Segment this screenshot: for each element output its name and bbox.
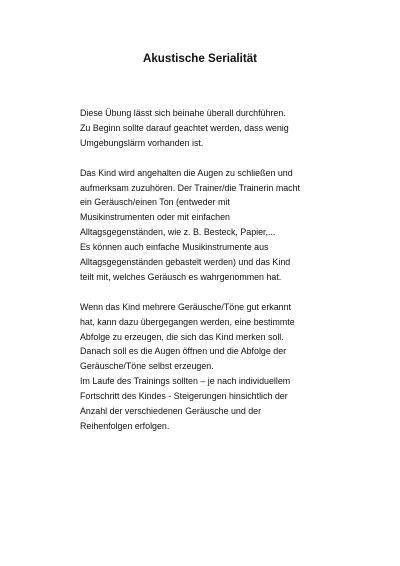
text-line: Das Kind wird angehalten die Augen zu schließen und	[80, 167, 293, 178]
text-line: Es können auch einfache Musikinstrumente aus	[80, 242, 269, 253]
text-line: Musikinstrumenten oder mit einfachen	[80, 212, 230, 223]
paragraph-instructions	[80, 166, 380, 285]
document-title: Akustische Serialität	[142, 52, 258, 65]
text-line: Alltagsgegenständen, wie z. B. Besteck, Papier,...	[80, 227, 276, 238]
text-line: Anzahl der verschiedenen Geräusche und der	[80, 406, 262, 417]
text-line: Umgebungslärm vorhanden ist.	[80, 137, 204, 148]
text-line: hat, kann dazu übergegangen werden, eine bestimmte	[80, 316, 295, 327]
text-line: teilt mit, welches Geräusch es wahrgenommen hat.	[80, 271, 282, 282]
text-line: Geräusche/Töne selbst erzeugen.	[80, 361, 214, 372]
text-line: Reihenfolgen erfolgen.	[80, 421, 170, 431]
text-line: Abfolge zu erzeugen, die sich das Kind merken soll.	[80, 331, 284, 342]
document-body	[80, 106, 380, 449]
text-line: Diese Übung lässt sich beinahe überall durchführen.	[80, 108, 286, 118]
text-line: ein Geräusch/einen Ton (entweder mit	[80, 197, 230, 208]
text-line: Wenn das Kind mehrere Geräusche/Töne gut erkannt	[80, 301, 291, 312]
paragraph-progression	[80, 300, 380, 434]
text-line: Im Laufe des Trainings sollten – je nach individuellem	[80, 376, 291, 387]
text-line: Danach soll es die Augen öffnen und die Abfolge der	[80, 346, 287, 357]
text-line: Zu Beginn sollte darauf geachtet werden, dass wenig	[80, 122, 289, 133]
text-line: aufmerksam zuzuhören. Der Trainer/die Trainerin macht	[80, 182, 300, 193]
text-line: Alltagsgegenständen gebastelt werden) und das Kind	[80, 257, 291, 268]
text-line: Fortschritt des Kindes - Steigerungen hinsichtlich der	[80, 391, 288, 402]
paragraph-intro	[80, 106, 380, 151]
